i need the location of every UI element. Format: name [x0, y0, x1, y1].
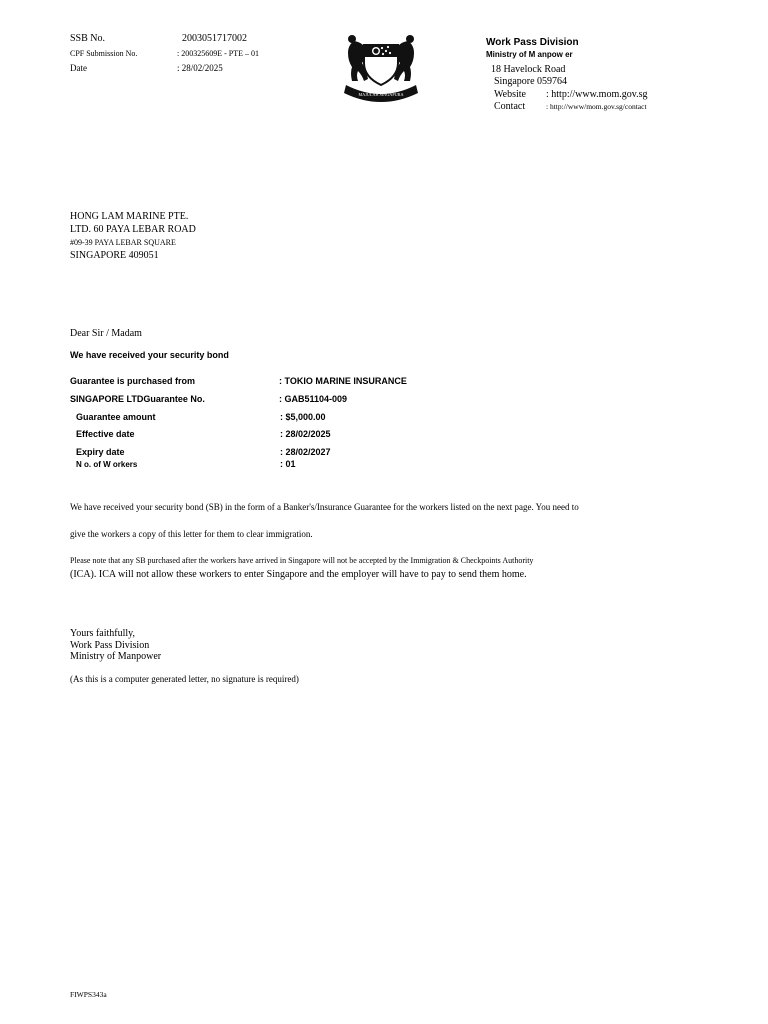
date-value: : 28/02/2025 — [177, 63, 223, 73]
date-label: Date — [70, 63, 87, 73]
recipient-line4: SINGAPORE 409051 — [70, 250, 159, 261]
subject: We have received your security bond — [70, 350, 229, 360]
guarantee-no-value: : GAB51104-009 — [279, 394, 348, 404]
closing-line1: Yours faithfully, — [70, 628, 136, 639]
paragraph-3-line1: Please note that any SB purchased after the workers have arrived in Singapore will not be accepted by the Immigration & Checkpoints Authority — [70, 556, 534, 565]
expiry-date-value: : 28/02/2027 — [280, 447, 331, 457]
amount-label: Guarantee amount — [76, 412, 156, 422]
amount-value: : $5,000.00 — [280, 412, 326, 422]
purchased-from-value: : TOKIO MARINE INSURANCE — [279, 376, 407, 386]
workers-value: : 01 — [280, 459, 296, 469]
sender-address-line2: Singapore 059764 — [494, 76, 568, 87]
singapore-coat-of-arms-icon — [340, 33, 422, 103]
form-code: FIWPS343a — [70, 990, 107, 999]
purchased-from-label: Guarantee is purchased from — [70, 376, 196, 386]
guarantee-no-label: SINGAPORE LTDGuarantee No. — [70, 394, 205, 404]
paragraph-1: We have received your security bond (SB) in the form of a Banker's/Insurance Guarantee for the workers listed on the next page. You need to — [70, 502, 579, 512]
computer-generated-note: (As this is a computer generated letter, no signature is required) — [70, 674, 299, 684]
sender-division: Work Pass Division — [486, 37, 579, 48]
recipient-line3: #09-39 PAYA LEBAR SQUARE — [70, 238, 176, 247]
workers-label: N o. of W orkers — [76, 460, 138, 469]
recipient-line2: LTD. 60 PAYA LEBAR ROAD — [70, 224, 196, 235]
salutation: Dear Sir / Madam — [70, 328, 142, 339]
closing-line2: Work Pass Division — [70, 640, 150, 651]
effective-date-label: Effective date — [76, 429, 135, 439]
contact-link[interactable]: : http://www/mom.gov.sg/contact — [546, 102, 647, 111]
ssb-label: SSB No. — [70, 33, 106, 44]
paragraph-2: give the workers a copy of this letter for them to clear immigration. — [70, 529, 313, 539]
expiry-date-label: Expiry date — [76, 447, 125, 457]
sender-address-line1: 18 Havelock Road — [491, 64, 566, 75]
cpf-value: : 200325609E - PTE – 01 — [177, 49, 259, 58]
closing-line3: Ministry of Manpower — [70, 651, 162, 662]
recipient-line1: HONG LAM MARINE PTE. — [70, 211, 189, 222]
website-link[interactable]: : http://www.mom.gov.sg — [546, 89, 648, 100]
effective-date-value: : 28/02/2025 — [280, 429, 331, 439]
contact-label: Contact — [494, 101, 526, 112]
cpf-label: CPF Submission No. — [70, 49, 138, 58]
paragraph-3-line2: (ICA). ICA will not allow these workers to enter Singapore and the employer will have to pay to send them home. — [70, 569, 527, 580]
crest-motto: MAJULAH SINGAPURA — [358, 92, 404, 97]
ssb-value: 2003051717002 — [182, 33, 247, 44]
website-label: Website — [494, 89, 526, 100]
sender-ministry: Ministry of M anpow er — [486, 50, 573, 59]
